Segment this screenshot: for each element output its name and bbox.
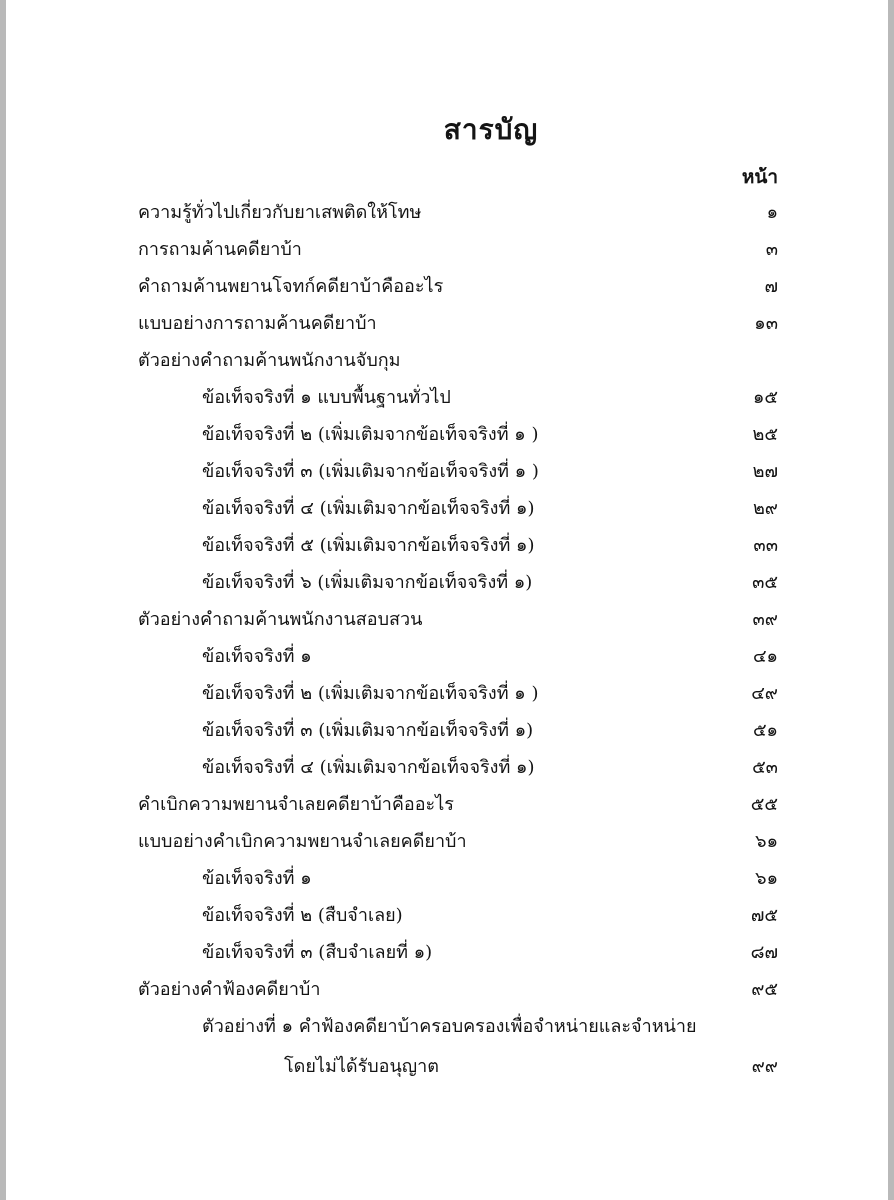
toc-entry-label: แบบอย่างการถามค้านคดียาบ้า — [138, 313, 377, 334]
toc-subentry — [6, 714, 888, 748]
toc-entry-label: ข้อเท็จจริงที่ ๔ (เพิ่มเติมจากข้อเท็จจริงที่ ๑) — [202, 498, 535, 519]
toc-entry — [6, 825, 888, 859]
toc-entry-page: ๓๙ — [752, 609, 778, 630]
toc-subentry — [6, 899, 888, 933]
toc-entry-label: การถามค้านคดียาบ้า — [138, 239, 302, 260]
toc-entry — [6, 270, 888, 304]
document-page — [6, 0, 888, 1200]
toc-entry-page: ๙๙ — [751, 1056, 778, 1077]
toc-subentry — [6, 640, 888, 674]
toc-entry-page: ๑๓ — [754, 313, 778, 334]
toc-entry-page: ๖๑ — [755, 868, 778, 889]
toc-subentry — [6, 381, 888, 415]
toc-entry-page: ๓ — [765, 239, 778, 260]
toc-entry — [6, 233, 888, 267]
toc-entry-label: ข้อเท็จจริงที่ ๑ แบบพื้นฐานทั่วไป — [202, 387, 451, 408]
toc-entry-page: ๑ — [766, 202, 778, 223]
toc-entry-page: ๗๕ — [750, 905, 778, 926]
toc-entry-page: ๑๕ — [752, 387, 778, 408]
toc-entry-page: ๓๕ — [752, 572, 778, 593]
toc-subentry — [6, 455, 888, 489]
toc-entry-label: ข้อเท็จจริงที่ ๒ (เพิ่มเติมจากข้อเท็จจริงที่ ๑ ) — [202, 424, 539, 445]
toc-entry-page: ๙๕ — [751, 979, 778, 1000]
toc-subentry — [6, 529, 888, 563]
toc-entry-label: โดยไม่ได้รับอนุญาต — [284, 1056, 439, 1077]
toc-entry-label: ข้อเท็จจริงที่ ๑ — [202, 868, 312, 889]
toc-entry-label: คำเบิกความพยานจำเลยคดียาบ้าคืออะไร — [138, 794, 454, 815]
toc-entry-label: ข้อเท็จจริงที่ ๓ (สืบจำเลยที่ ๑) — [202, 942, 433, 963]
toc-entry-label: แบบอย่างคำเบิกความพยานจำเลยคดียาบ้า — [138, 831, 467, 852]
toc-entry-page: ๕๓ — [752, 757, 778, 778]
toc-entry-label: คำถามค้านพยานโจทก์คดียาบ้าคืออะไร — [138, 276, 444, 297]
toc-entry-label: ข้อเท็จจริงที่ ๒ (เพิ่มเติมจากข้อเท็จจริงที่ ๑ ) — [202, 683, 539, 704]
toc-subentry — [6, 492, 888, 526]
toc-subentry — [6, 751, 888, 785]
toc-section-heading — [6, 344, 888, 378]
toc-subentry — [6, 677, 888, 711]
toc-entry-label: ข้อเท็จจริงที่ ๓ (เพิ่มเติมจากข้อเท็จจริงที่ ๑) — [202, 720, 534, 741]
page-column-header: หน้า — [741, 166, 778, 188]
toc-subentry-continuation — [6, 1050, 888, 1084]
toc-entry-label: ตัวอย่างคำถามค้านพนักงานสอบสวน — [138, 609, 423, 630]
toc-entry — [6, 307, 888, 341]
toc-entry-label: ตัวอย่างคำฟ้องคดียาบ้า — [138, 979, 321, 1000]
toc-entry-page: ๔๙ — [751, 683, 778, 704]
toc-entry-page: ๗ — [764, 276, 778, 297]
toc-subentry — [6, 418, 888, 452]
toc-entry-page: ๔๑ — [752, 646, 778, 667]
toc-entry-label: ข้อเท็จจริงที่ ๔ (เพิ่มเติมจากข้อเท็จจริงที่ ๑) — [202, 757, 535, 778]
toc-entry — [6, 603, 888, 637]
toc-subentry — [6, 566, 888, 600]
toc-entry-label: ตัวอย่างที่ ๑ คำฟ้องคดียาบ้าครอบครองเพื่อจำหน่ายและจำหน่าย — [202, 1016, 697, 1037]
toc-entry-label: ตัวอย่างคำถามค้านพนักงานจับกุม — [138, 350, 401, 371]
toc-entry-page: ๒๙ — [752, 498, 778, 519]
toc-entry — [6, 196, 888, 230]
toc-entry — [6, 788, 888, 822]
toc-entry-label: ข้อเท็จจริงที่ ๓ (เพิ่มเติมจากข้อเท็จจริงที่ ๑ ) — [202, 461, 539, 482]
toc-entry-label: ข้อเท็จจริงที่ ๑ — [202, 646, 312, 667]
toc-entry-page: ๘๗ — [750, 942, 778, 963]
toc-entry-page: ๕๑ — [752, 720, 778, 741]
toc-entry-page: ๖๑ — [755, 831, 778, 852]
toc-entry-page: ๒๕ — [752, 424, 778, 445]
toc-subentry — [6, 862, 888, 896]
toc-subentry — [6, 1010, 888, 1044]
toc-entry-page: ๒๗ — [752, 461, 778, 482]
toc-entry-label: ความรู้ทั่วไปเกี่ยวกับยาเสพติดให้โทษ — [138, 202, 422, 223]
toc-entry-page: ๕๕ — [750, 794, 778, 815]
toc-title: สารบัญ — [443, 113, 539, 146]
toc-entry-label: ข้อเท็จจริงที่ ๖ (เพิ่มเติมจากข้อเท็จจริงที่ ๑) — [202, 572, 533, 593]
toc-entry-page: ๓๓ — [753, 535, 778, 556]
toc-entry — [6, 973, 888, 1007]
toc-subentry — [6, 936, 888, 970]
toc-entry-label: ข้อเท็จจริงที่ ๒ (สืบจำเลย) — [202, 905, 403, 926]
toc-entry-label: ข้อเท็จจริงที่ ๕ (เพิ่มเติมจากข้อเท็จจริงที่ ๑) — [202, 535, 535, 556]
